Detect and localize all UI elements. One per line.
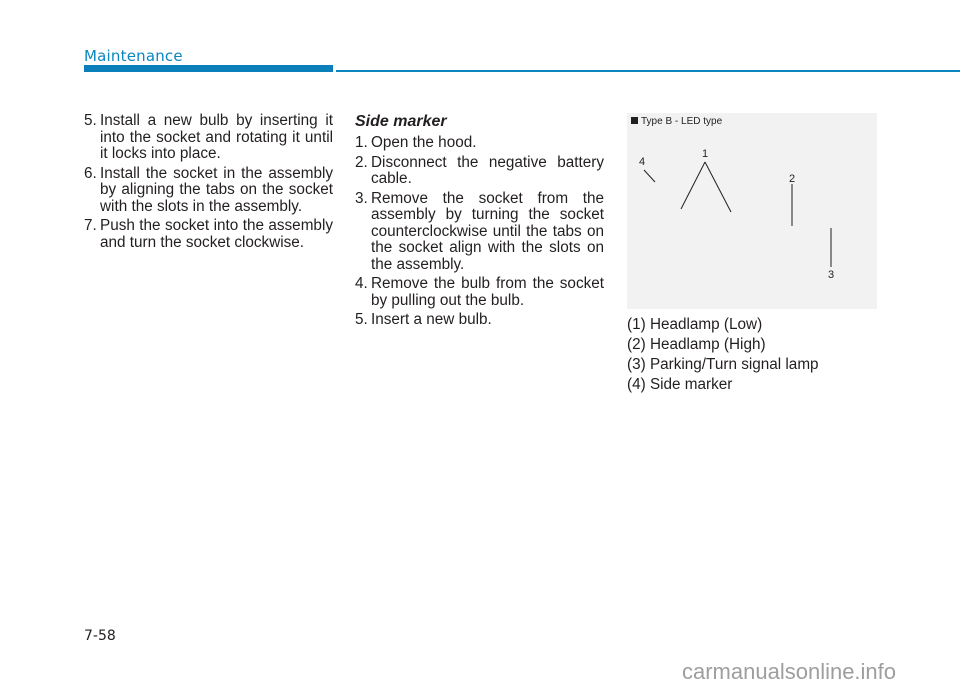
column-install-steps bbox=[84, 113, 333, 254]
list-item: 7. Push the socket into the assembly and turn the socket clockwise. bbox=[84, 217, 333, 251]
list-item: 2. Disconnect the negative battery cable. bbox=[355, 153, 604, 187]
list-item: 5. Install a new bulb by inserting it into the socket and rotating it until it locks into place. bbox=[84, 112, 333, 162]
legend-item: (1) Headlamp (Low) bbox=[627, 316, 763, 333]
bulb-location-figure bbox=[627, 113, 877, 309]
side-marker-steps-list bbox=[355, 135, 604, 329]
callout-lines bbox=[627, 113, 877, 309]
side-marker-heading: Side marker bbox=[355, 113, 447, 130]
legend-item: (4) Side marker bbox=[627, 376, 733, 393]
legend-item: (3) Parking/Turn signal lamp bbox=[627, 356, 819, 373]
list-item: 5. Insert a new bulb. bbox=[355, 311, 492, 328]
callout-2: 2 bbox=[788, 173, 796, 185]
callout-3: 3 bbox=[827, 269, 835, 281]
watermark: carmanualsonline.info bbox=[682, 659, 897, 684]
install-steps-list bbox=[84, 113, 333, 251]
page-number: 7-58 bbox=[84, 628, 116, 644]
callout-1: 1 bbox=[701, 148, 709, 160]
header-bar-thin bbox=[336, 70, 960, 72]
figure-caption: Type B - LED type bbox=[631, 114, 722, 131]
column-side-marker bbox=[355, 113, 604, 332]
header-bar-thick bbox=[84, 65, 333, 72]
figure-legend bbox=[627, 317, 877, 394]
list-item: 4. Remove the bulb from the socket by pulling out the bulb. bbox=[355, 275, 604, 309]
callout-4: 4 bbox=[638, 156, 646, 168]
list-item: 3. Remove the socket from the assembly by turning the socket counterclockwise until the tabs on the socket align with the slots on the assembly. bbox=[355, 189, 604, 273]
legend-item: (2) Headlamp (High) bbox=[627, 336, 766, 353]
list-item: 6. Install the socket in the assembly by aligning the tabs on the socket with the slots in the assembly. bbox=[84, 164, 333, 215]
section-title: Maintenance bbox=[84, 47, 183, 65]
list-item: 1. Open the hood. bbox=[355, 134, 477, 151]
column-figure bbox=[627, 113, 877, 397]
